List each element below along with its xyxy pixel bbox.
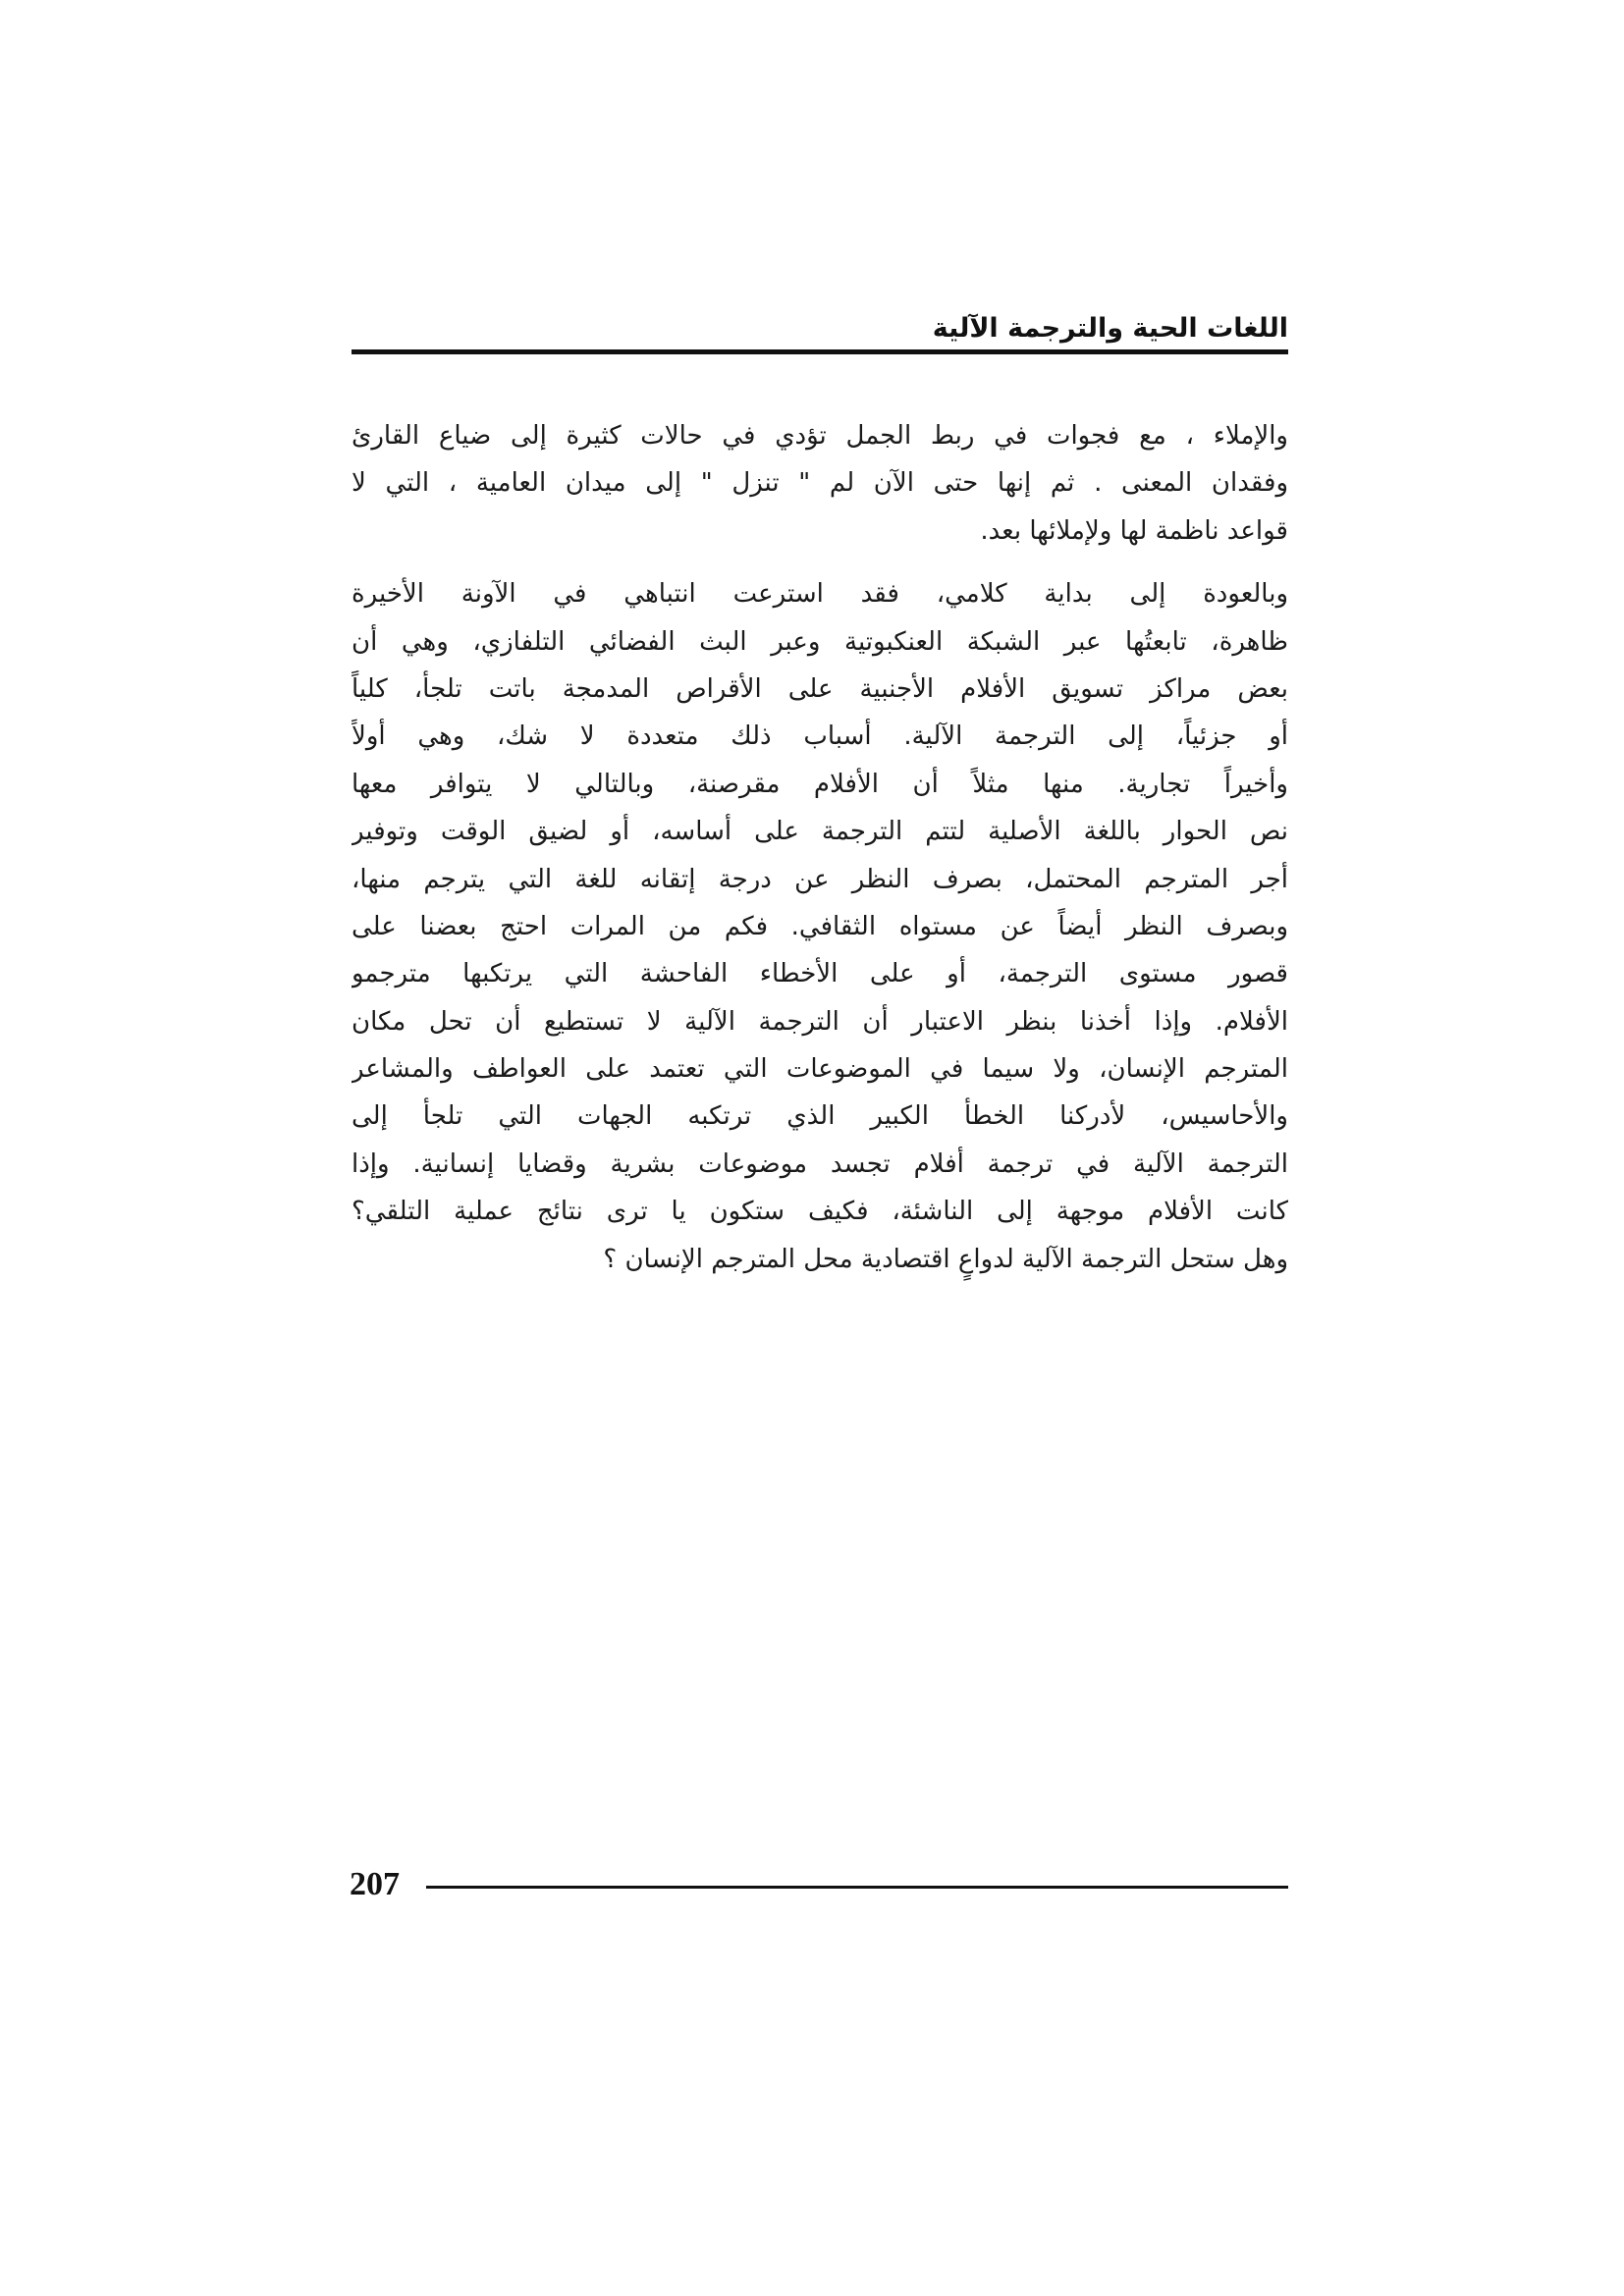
text-line: وبصرف النظر أيضاً عن مستواه الثقافي. فكم من المرات احتج بعضنا على (352, 911, 1288, 941)
text-line: بعض مراكز تسويق الأفلام الأجنبية على الأقراص المدمجة باتت تلجأ، كلياً (352, 673, 1288, 704)
text-line: كانت الأفلام موجهة إلى الناشئة، فكيف ستكون يا ترى نتائج عملية التلقي؟ (352, 1197, 1288, 1227)
text-line: نص الحوار باللغة الأصلية لتتم الترجمة على أساسه، أو لضيق الوقت وتوفير (352, 817, 1288, 847)
body-text (352, 412, 1288, 1283)
text-line: وأخيراً تجارية. منها مثلاً أن الأفلام مقرصنة، وبالتالي لا يتوافر معها (352, 769, 1288, 799)
text-line: ظاهرة، تابعتُها عبر الشبكة العنكبوتية وعبر البث الفضائي التلفازي، وهي أن (352, 626, 1288, 657)
text-line: أجر المترجم المحتمل، بصرف النظر عن درجة إتقانه للغة التي يترجم منها، (352, 864, 1288, 894)
text-line: وبالعودة إلى بداية كلامي، فقد استرعت انتباهي في الآونة الأخيرة (352, 579, 1288, 610)
text-line: الترجمة الآلية في ترجمة أفلام تجسد موضوعات بشرية وقضايا إنسانية. وإذا (352, 1148, 1288, 1179)
running-header-title: اللغات الحية والترجمة الآلية (932, 313, 1288, 344)
text-line: قواعد ناظمة لها ولإملائها بعد. (980, 515, 1288, 546)
text-line: وهل ستحل الترجمة الآلية لدواعٍ اقتصادية محل المترجم الإنسان ؟ (603, 1244, 1288, 1274)
page-number: 207 (350, 1866, 400, 1902)
footer-rule (426, 1886, 1288, 1889)
text-line: والأحاسيس، لأدركنا الخطأ الكبير الذي ترتكبه الجهات التي تلجأ إلى (352, 1101, 1288, 1132)
paragraph-gap (352, 555, 1288, 570)
text-line: والإملاء ، مع فجوات في ربط الجمل تؤدي في حالات كثيرة إلى ضياع القارئ (352, 421, 1288, 451)
header-rule (352, 349, 1288, 354)
text-line: قصور مستوى الترجمة، أو على الأخطاء الفاحشة التي يرتكبها مترجمو (352, 959, 1288, 989)
text-line: أو جزئياً، إلى الترجمة الآلية. أسباب ذلك متعددة لا شك، وهي أولاً (352, 721, 1288, 752)
text-line: وفقدان المعنى . ثم إنها حتى الآن لم " تنزل " إلى ميدان العامية ، التي لا (352, 468, 1288, 499)
text-line: المترجم الإنسان، ولا سيما في الموضوعات التي تعتمد على العواطف والمشاعر (352, 1054, 1288, 1085)
text-line: الأفلام. وإذا أخذنا بنظر الاعتبار أن الترجمة الآلية لا تستطيع أن تحل مكان (352, 1006, 1288, 1037)
paragraph-2 (352, 570, 1288, 1283)
paragraph-1 (352, 412, 1288, 555)
